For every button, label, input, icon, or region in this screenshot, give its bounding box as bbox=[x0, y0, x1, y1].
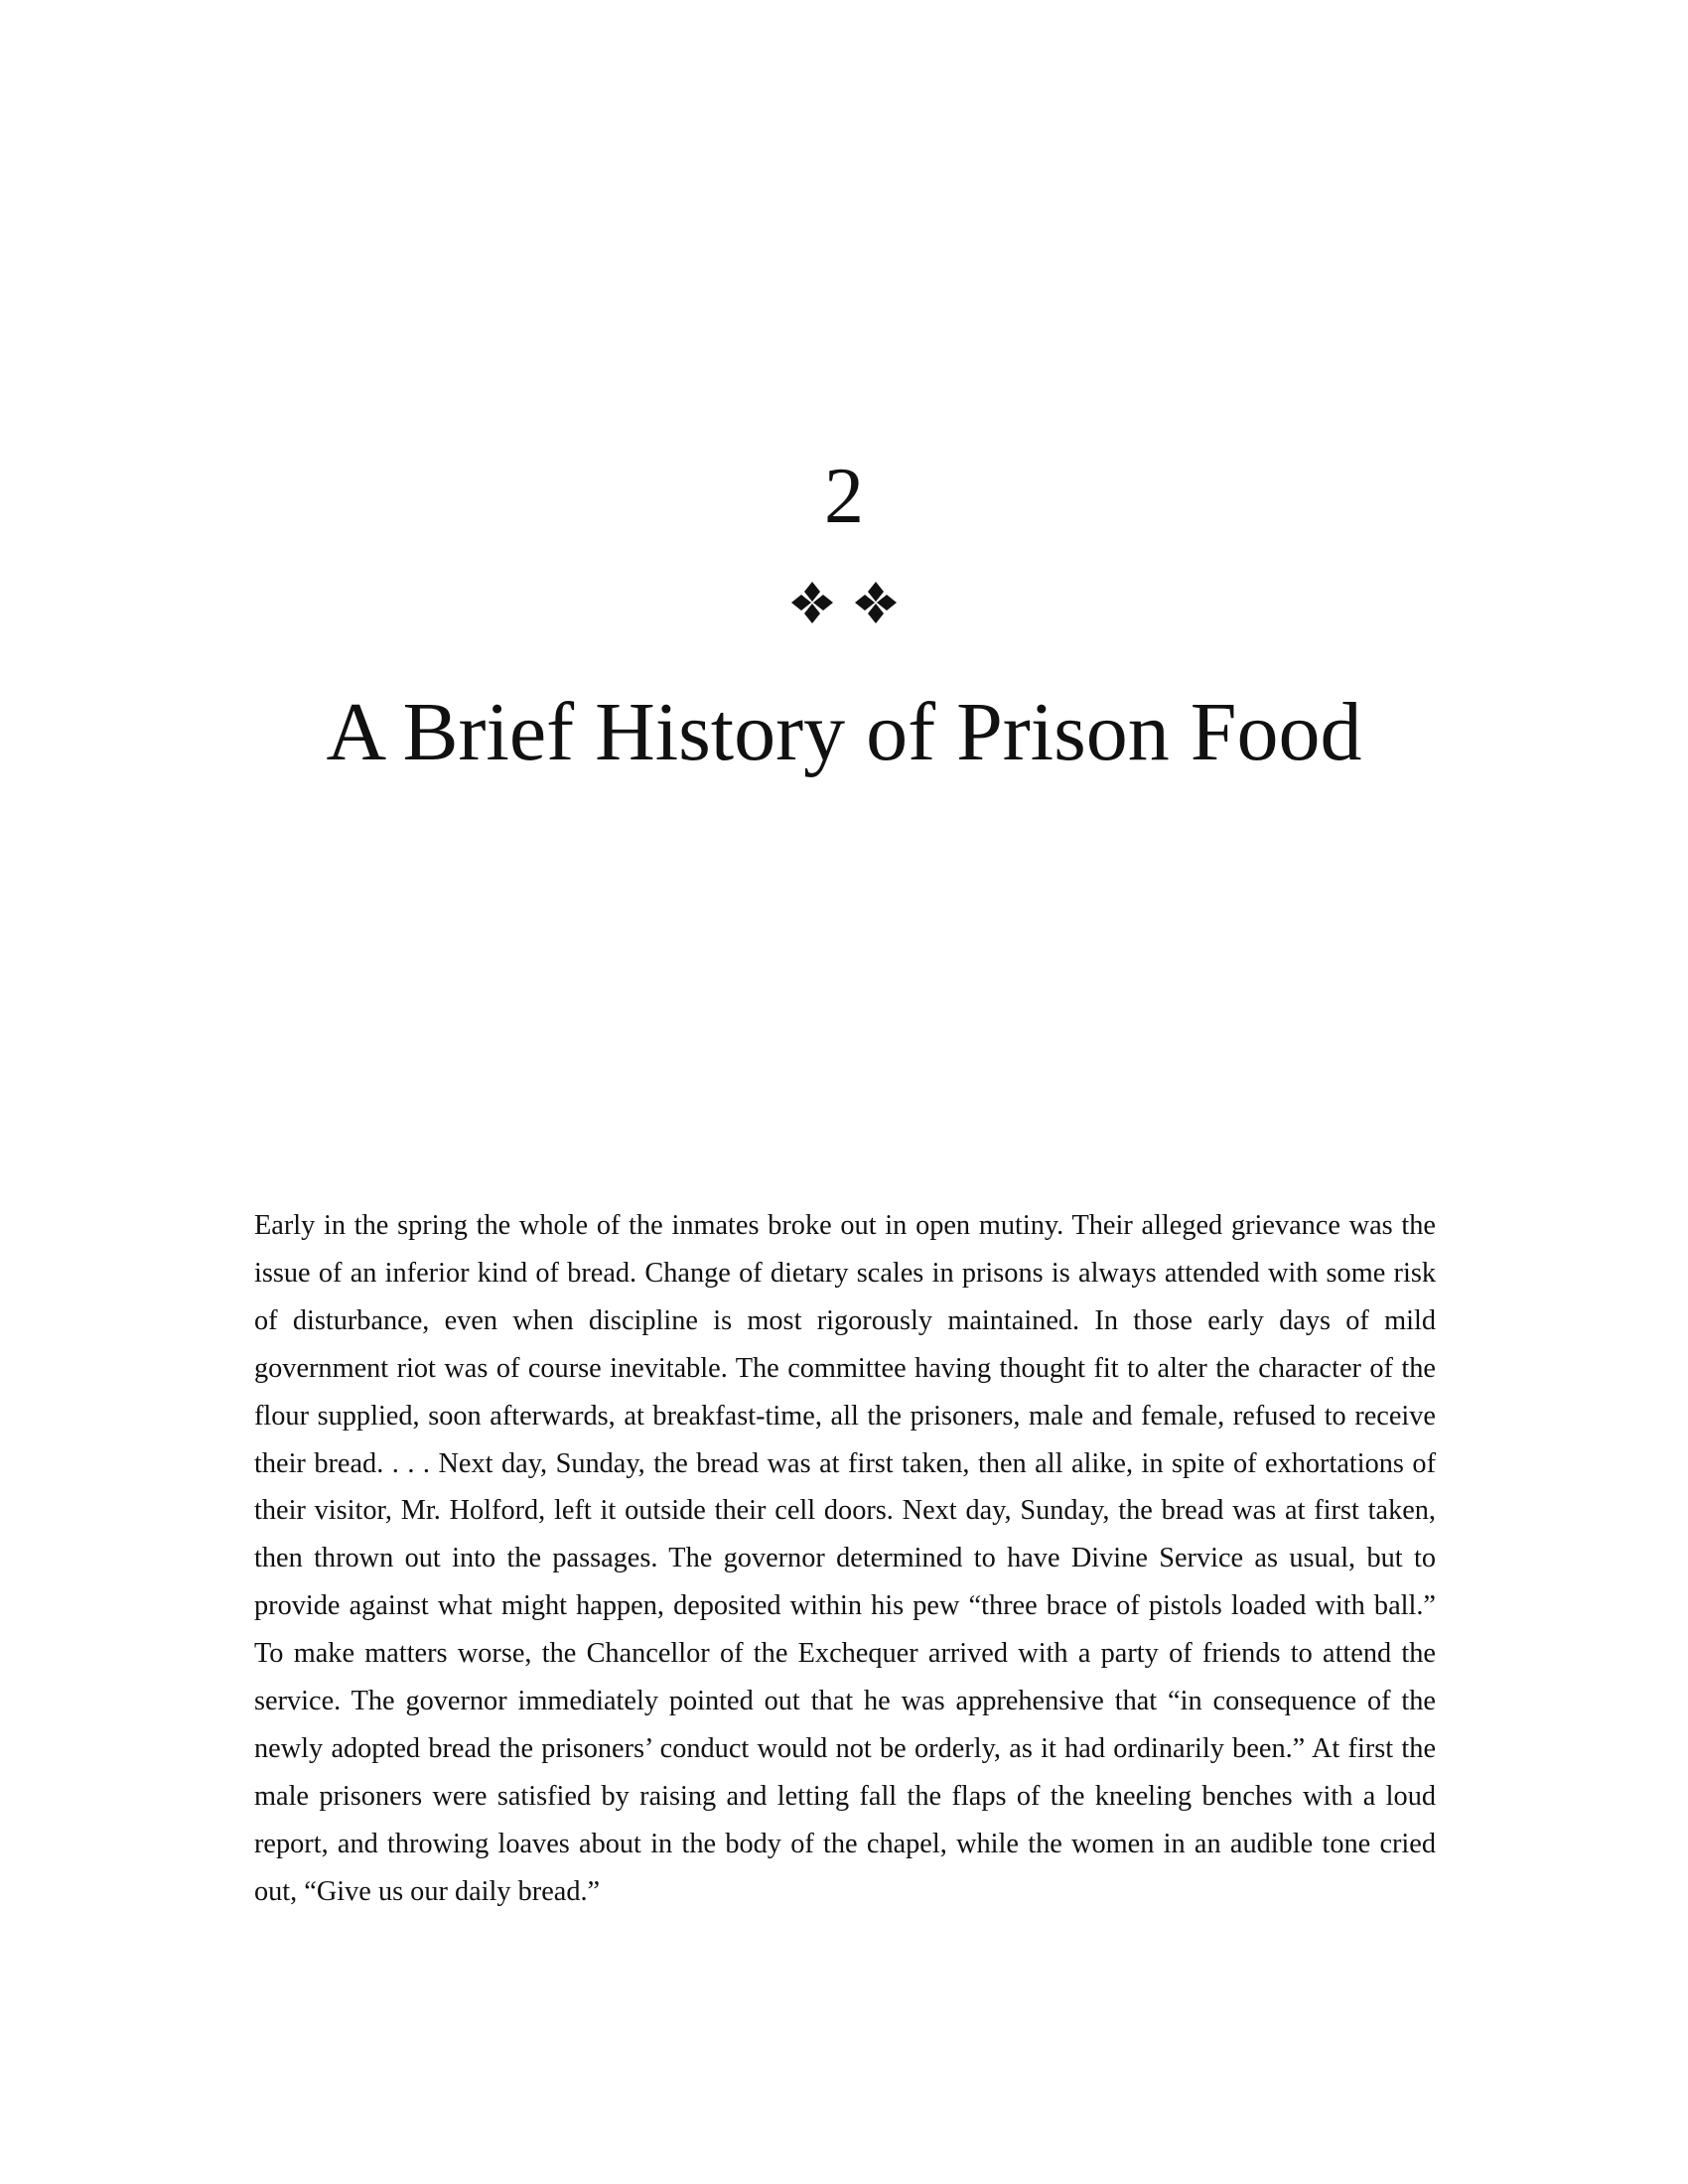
diamond-flower-icon bbox=[853, 580, 899, 625]
chapter-number: 2 bbox=[824, 453, 864, 540]
body-paragraph: Early in the spring the whole of the inmates broke out in open mutiny. Their alleged grievance was the issue of an inferior kind of bread. Change of dietary scales in prisons is always attended with some risk of disturbance, even when discipline is most rigorously maintained. In those early days of mild government riot was of course inevitable. The committee having thought fit to alter the character of the flour supplied, soon afterwards, at breakfast-time, all the prisoners, male and female, refused to receive their bread. . . . Next day, Sunday, the bread was at first taken, then all alike, in spite of exhortations of their visitor, Mr. Holford, left it outside their cell doors. Next day, Sunday, the bread was at first taken, then thrown out into the passages. The governor determined to have Divine Service as usual, but to provide against what might happen, deposited within his pew “three brace of pistols loaded with ball.” To make matters worse, the Chancellor of the Exchequer arrived with a party of friends to attend the service. The governor immediately pointed out that he was apprehensive that “in consequence of the newly adopted bread the prisoners’ conduct would not be orderly, as it had ordinarily been.” At first the male prisoners were satisfied by raising and letting fall the flaps of the kneeling benches with a loud report, and throwing loaves about in the body of the chapel, while the women in an audible tone cried out, “Give us our daily bread.” bbox=[254, 1210, 1436, 1907]
chapter-ornament bbox=[0, 580, 1688, 639]
chapter-title: A Brief History of Prison Food bbox=[326, 686, 1362, 778]
diamond-flower-icon bbox=[789, 580, 835, 625]
